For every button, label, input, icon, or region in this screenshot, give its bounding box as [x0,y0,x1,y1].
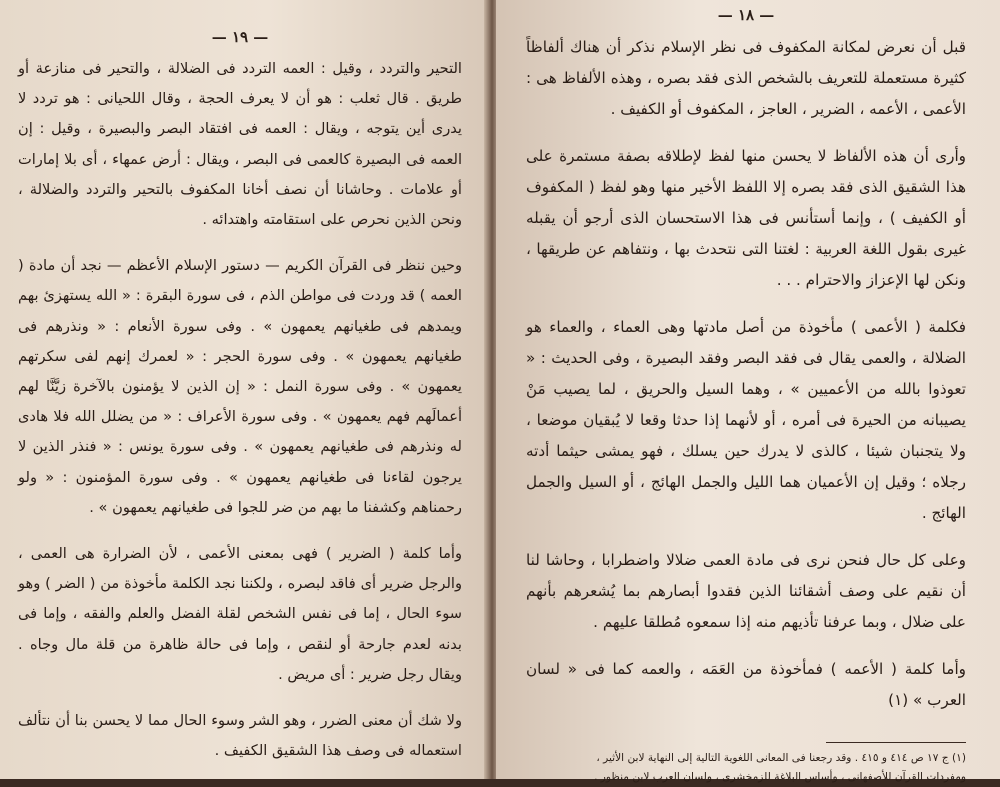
page-number: — ١٩ — [211,28,269,46]
paragraph: ولا شك أن معنى الضرر ، وهو الشر وسوء الحال مما لا يحسن بنا أن نتألف استعماله فى وصف هذا الشقيق الكفيف . [18,712,462,760]
paragraph: فكلمة ( الأعمى ) مأخوذة من أصل مادتها وهى العماء ، والعماء هو الضلالة ، والعمى يقال فى فقد البصر وفقد البصيرة ، وفى الحديث : « تعوذوا بالله من الأعميين » ، وهما السيل والحريق ، لما يصيب مَنْ يصيبانه من الحيرة فى أمره ، أو لأنهما إذا حدثا وقعا لا يُبقيان موضعا ، ولا يتجنبان شيئا ، كالذى لا يدرك حين يسلك ، فهو يمشى حيثما أدته رجلاه ؛ وقيل إن الأعميان هما الليل والجمل الهائج ، أو السيل والجمل الهائج . [526,318,966,522]
paragraph: وأما كلمة ( الأعمه ) فمأخوذة من العَمَه ، والعمه كما فى « لسان العرب » (١) [526,660,966,709]
right-page [496,0,1000,783]
paragraph: وعلى كل حال فنحن نرى فى مادة العمى ضلالا واضطرابا ، وحاشا لنا أن نقيم على وصف أشقائنا الذين فقدوا أبصارهم بما يُشعرهم بأنهم على ضلال ، وبما عرفنا تأذيهم منه إذا سمعوه مُطلقا عليهم . [526,551,966,631]
page-number: — ١٨ — [717,6,775,24]
paragraph: وأما كلمة ( الضرير ) فهى بمعنى الأعمى ، لأن الضرارة هى العمى ، والرجل ضرير أى فاقد لبصره ، ولكننا نجد الكلمة مأخوذة من ( الضر ) وهو سوء الحال ، إما فى نفس الشخص لقلة الفضل والعلم والفقه ، وإما فى بدنه لعدم جارحة أو لنقص ، وإما فى حالة ظاهرة من قلة مال وجاه . ويقال رجل ضرير : أى مريض . [18,545,462,683]
footnotes [526,749,966,787]
footnote-line: (١) ج ١٧ ص ٤١٤ و ٤١٥ . وقد رجعنا فى المعانى اللغوية التالية إلى النهاية لابن الأثير ، [596,752,966,764]
paragraph: التحير والتردد ، وقيل : العمه التردد فى الضلالة ، والتحير فى منازعة أو طريق . قال ثعلب : هو أن لا يعرف الحجة ، وقال اللحيانى : هو تردد لا يدرى أين يتوجه ، ويقال : العمه فى افتقاد البصر والبصيرة ، وقيل : إن العمه فى البصيرة كالعمى فى البصر ، ويقال : أرض عمهاء ، أى بلا إمارات أو علامات . وحاشانا أن نصف أخانا المكفوف بالتحير والتردد والضلالة ، ونحن الذين نحرص على استقامته واهتدائه . [18,60,462,229]
paragraph: وأرى أن هذه الألفاظ لا يحسن منها لفظ لإطلاقه بصفة مستمرة على هذا الشقيق الذى فقد بصره إلا اللفظ الأخير منها وهو لفظ ( المكفوف أو الكفيف ) ، وإنما أستأنس فى هذا الاستحسان الذى أرجو أن يقبله غيرى بقول اللغة العربية : لغتنا التى نتحدث بها ، ونتفاهم عن طريقها ، ونكن لها الإعزاز والاحترام . . . [526,147,966,289]
left-page [0,0,488,779]
paragraph: وحين ننظر فى القرآن الكريم — دستور الإسلام الأعظم — نجد أن مادة ( العمه ) قد وردت فى مواطن الذم ، فى سورة البقرة : « الله يستهزئ بهم ويمدهم فى طغيانهم يعمهون » . وفى سورة الأنعام : « ونذرهم فى طغيانهم يعمهون » . وفى سورة الحجر : « لعمرك إنهم لفى سكرتهم يعمهون » . وفى سورة النمل : « إن الذين لا يؤمنون بالآخرة زيَّنَّا لهم أعمالَهم فهم يعمهون » . وفى سورة الأعراف : « من يضلل الله فلا هادى له ونذرهم فى طغيانهم يعمهون » . وفى سورة يونس : « فنذر الذين لا يرجون لقاءنا فى طغيانهم يعمهون » . وفى سورة المؤمنون : « ولو رحمناهم وكشفنا ما بهم من ضر للجوا فى طغيانهم يعمهون » . [18,257,462,516]
footnote-divider [826,742,966,743]
footnote-line: ومفردات القرآن للأصفهانى ، وأساس البلاغة للزمخشرى ، ولسان العرب لابن منظور . [594,771,966,783]
left-page-text [18,54,462,766]
right-page-text [526,32,966,716]
paragraph: قبل أن نعرض لمكانة المكفوف فى نظر الإسلام نذكر أن هناك ألفاظاً كثيرة مستعملة للتعريف بالشخص الذى فقد بصره ، وهذه الألفاظ هى : الأعمى ، الأعمه ، الضرير ، العاجز ، المكفوف أو الكفيف . [526,38,966,118]
